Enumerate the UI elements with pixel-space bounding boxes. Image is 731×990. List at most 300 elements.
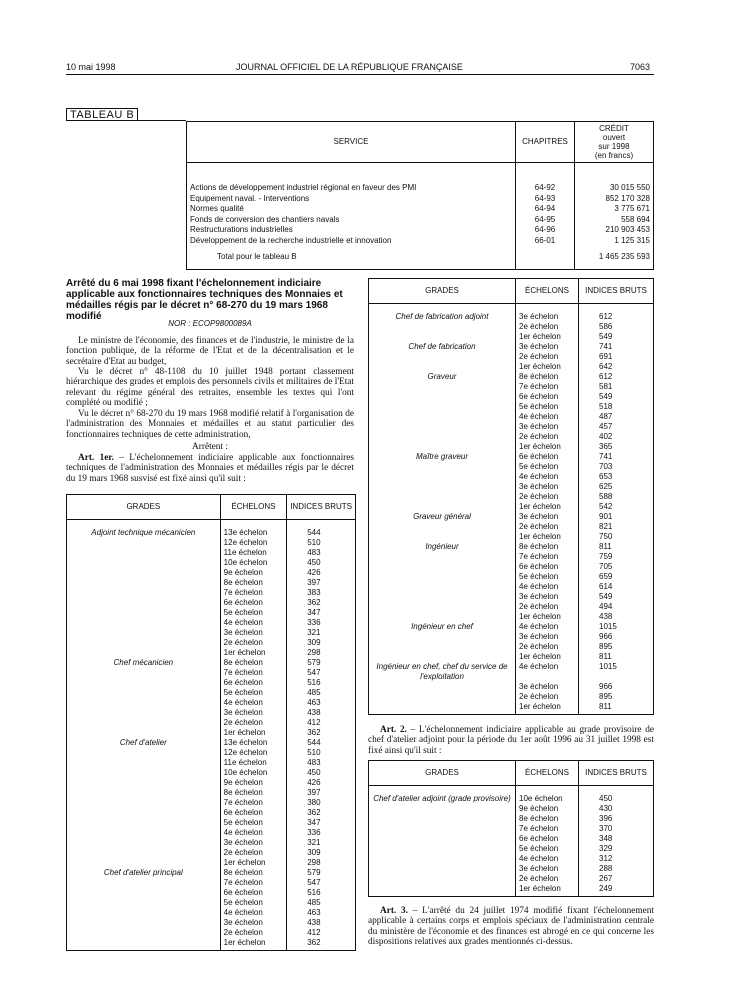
grade-row [67,598,356,608]
arretent: Arrêtent : [192,442,228,452]
echelon-cell: 10e échelon [220,558,287,568]
echelon-cell: 7e échelon [516,382,579,392]
grade-row [369,472,654,482]
indice-cell: 267 [599,874,613,883]
echelon-cell: 7e échelon [220,798,287,808]
grade-row [67,808,356,818]
echelon-cell: 2e échelon [516,602,579,612]
echelon-cell: 11e échelon [220,758,287,768]
grade-row [369,304,654,323]
grade-name-empty [369,362,516,372]
grade-row [369,492,654,502]
grade-name-empty [67,748,221,758]
echelon-cell: 2e échelon [220,638,287,648]
grade-row [67,918,356,928]
indice-cell: 249 [599,884,613,893]
indice-cell: 365 [599,442,613,451]
echelon-cell: 8e échelon [220,788,287,798]
echelon-cell: 8e échelon [220,658,287,668]
echelon-cell: 4e échelon [516,472,579,482]
indice-cell: 1015 [599,662,617,671]
grade-row [67,520,356,539]
grade-name-empty [369,522,516,532]
grade-row [369,422,654,432]
grade-name-empty [67,708,221,718]
article-2-text: – L'échelonnement indiciaire applicable au grade provisoire de chef d'atelier adjoint pour la période du 1er août 1996 au 31 juillet 1998 est fixé ainsi qu'il suit : [368,725,654,756]
indice-cell: 463 [307,698,321,707]
echelon-cell: 12e échelon [220,748,287,758]
indice-cell: 614 [599,582,613,591]
echelon-cell: 4e échelon [516,412,579,422]
col-indices-bruts: INDICES BRUTS [287,495,356,520]
grade-name-empty [369,442,516,452]
grade-row [67,748,356,758]
grade-row [67,648,356,658]
credit-cell: 558 694 [621,214,650,224]
indice-cell: 426 [307,778,321,787]
grade-row [67,568,356,578]
col-echelons: ÉCHELONS [516,279,579,304]
grade-name-empty [369,854,516,864]
grade-name-empty [67,848,221,858]
grade-name-empty [369,532,516,542]
grade-name-empty [67,638,221,648]
col-credit-line: CRÉDIT [599,124,629,133]
indice-cell: 329 [599,844,613,853]
echelon-cell: 8e échelon [516,542,579,552]
echelon-cell: 6e échelon [220,888,287,898]
indice-cell: 549 [599,592,613,601]
grade-name-empty [67,558,221,568]
grade-row [67,788,356,798]
grade-row [369,592,654,602]
grade-name-empty [67,648,221,658]
col-echelons: ÉCHELONS [220,495,287,520]
indice-cell: 347 [307,608,321,617]
grade-name-empty [67,898,221,908]
grade-name-empty [369,322,516,332]
echelon-cell: 4e échelon [516,622,579,632]
paragraph-vu-1968: Vu le décret n° 68-270 du 19 mars 1968 modifié relatif à l'organisation de l'administration des Monnaies et médailles et au statut particulier des fonctionnaires techniques de cette administration, [66,409,354,440]
indice-cell: 703 [599,462,613,471]
echelon-cell: 3e échelon [220,628,287,638]
grade-name-empty [369,422,516,432]
credit-cell: 1 125 315 [614,235,650,245]
echelon-cell: 2e échelon [516,642,579,652]
tableau-b-row [187,183,654,194]
indice-cell: 966 [599,682,613,691]
grade-name-empty [369,814,516,824]
echelon-cell: 1er échelon [516,702,579,712]
echelon-cell: 6e échelon [516,452,579,462]
grade-name-empty [369,592,516,602]
grade-name-empty [369,382,516,392]
grade-row [67,658,356,668]
indice-cell: 741 [599,342,613,351]
grade-row [369,382,654,392]
indice-cell: 518 [599,402,613,411]
echelon-cell: 1er échelon [516,362,579,372]
grade-name-empty [67,928,221,938]
indice-cell: 581 [599,382,613,391]
indice-cell: 457 [599,422,613,431]
indice-cell: 494 [599,602,613,611]
indice-cell: 336 [307,828,321,837]
indice-cell: 811 [599,702,612,711]
grade-name-empty [369,412,516,422]
grade-name-empty [67,598,221,608]
indice-cell: 396 [599,814,613,823]
total-label: Total pour le tableau B [187,246,516,269]
grade-name-empty [67,768,221,778]
grade-name-empty [369,402,516,412]
grade-name-empty [67,538,221,548]
indice-cell: 811 [599,542,612,551]
indice-cell: 544 [307,738,321,747]
indice-cell: 625 [599,482,613,491]
grade-row [369,692,654,702]
echelon-cell: 9e échelon [220,568,287,578]
echelon-cell: 1er échelon [220,858,287,868]
echelon-cell: 3e échelon [516,422,579,432]
echelon-cell: 5e échelon [516,402,579,412]
grade-row [67,638,356,648]
indice-cell: 397 [307,578,321,587]
grade-row [369,442,654,452]
indice-cell: 362 [307,938,321,947]
grade-row [67,608,356,618]
chapitre-cell: 64-93 [516,194,575,205]
header-journal: JOURNAL OFFICIEL DE LA RÉPUBLIQUE FRANÇAISE [236,62,463,72]
indice-cell: 895 [599,692,613,701]
grade-name: Ingénieur [369,542,516,552]
grade-name-empty [369,352,516,362]
echelon-cell: 8e échelon [220,578,287,588]
grade-row [369,562,654,572]
indice-cell: 750 [599,532,613,541]
grade-name-empty [369,884,516,894]
indice-cell: 450 [307,768,321,777]
grade-name: Maître graveur [369,452,516,462]
grade-name-empty [369,682,516,692]
echelon-cell: 5e échelon [220,818,287,828]
col-chapitres: CHAPITRES [516,122,575,163]
echelon-cell: 1er échelon [516,442,579,452]
grade-row [369,854,654,864]
tableau-b-row [187,204,654,215]
indice-cell: 380 [307,798,321,807]
echelon-cell: 3e échelon [516,682,579,692]
echelon-cell: 10e échelon [220,768,287,778]
indice-cell: 549 [599,332,613,341]
grade-row [67,778,356,788]
grade-row [67,678,356,688]
grade-name: Chef mécanicien [67,658,221,668]
service-cell: Développement de la recherche industrielle et innovation [187,236,516,247]
grade-row [67,578,356,588]
col-grades: GRADES [369,279,516,304]
col-credit-line: ouvert [602,133,626,142]
echelon-cell: 1er échelon [220,728,287,738]
grade-row [369,322,654,332]
grade-row [369,532,654,542]
chapitre-cell: 64-92 [516,183,575,194]
grade-name-empty [67,668,221,678]
echelon-cell: 7e échelon [220,588,287,598]
indice-cell: 402 [599,432,613,441]
echelon-cell: 3e échelon [516,864,579,874]
grade-name: Chef d'atelier adjoint (grade provisoire) [369,786,516,805]
indice-cell: 759 [599,552,613,561]
grade-name-empty [369,562,516,572]
echelon-cell: 4e échelon [220,698,287,708]
grade-row [369,864,654,874]
indice-cell: 895 [599,642,613,651]
grades-table-art2 [368,760,654,897]
grade-name-empty [67,568,221,578]
chapitre-cell: 64-95 [516,215,575,226]
echelon-cell: 3e échelon [516,632,579,642]
grade-name-empty [369,432,516,442]
echelon-cell: 2e échelon [220,848,287,858]
col-grades: GRADES [369,761,516,786]
article-3-text: – L'arrêté du 24 juillet 1974 modifié fixant l'échelonnement applicable à certains corps et emplois spéciaux de l'administration centrale du ministère de l'économie et des finances est abrogé en ce qui concerne les dispositions relatives aux grades mentionnés ci-dessus. [368,906,654,947]
grade-row [369,402,654,412]
indice-cell: 412 [307,928,321,937]
indice-cell: 309 [307,638,321,647]
grade-row [67,588,356,598]
indice-cell: 612 [599,372,613,381]
indice-cell: 510 [307,748,321,757]
indice-cell: 487 [599,412,613,421]
echelon-cell: 6e échelon [220,808,287,818]
indice-cell: 811 [599,652,612,661]
grade-name-empty [67,728,221,738]
indice-cell: 659 [599,572,613,581]
grade-name-empty [67,548,221,558]
echelon-cell: 13e échelon [220,738,287,748]
chapitre-cell: 64-96 [516,225,575,236]
chapitre-cell: 66-01 [516,236,575,247]
grade-row [369,632,654,642]
total-value: 1 465 235 593 [598,252,650,261]
indice-cell: 370 [599,824,613,833]
echelon-cell: 5e échelon [220,688,287,698]
grade-name: Chef d'atelier principal [67,868,221,878]
total-chapitre-cell [516,246,575,269]
echelon-cell: 2e échelon [220,718,287,728]
grade-name-empty [369,552,516,562]
indice-cell: 430 [599,804,613,813]
echelon-cell: 8e échelon [516,814,579,824]
grade-name-empty [369,824,516,834]
paragraph-ministres: Le ministre de l'économie, des finances et de l'industrie, le ministre de la fonction publique, de la réforme de l'Etat et de la décentralisation et le secrétaire d'Etat au budget, [66,336,354,367]
echelon-cell: 1er échelon [516,884,579,894]
indice-cell: 741 [599,452,613,461]
indice-cell: 362 [307,598,321,607]
grade-row [369,582,654,592]
indice-cell: 1015 [599,622,617,631]
grade-name-empty [369,874,516,884]
grade-row [67,618,356,628]
grade-name-empty [67,758,221,768]
tableau-b-label: TABLEAU B [66,108,138,121]
grade-name-empty [369,482,516,492]
indice-cell: 312 [599,854,613,863]
grade-name: Chef d'atelier [67,738,221,748]
grade-name-empty [369,492,516,502]
grade-row [369,412,654,422]
indice-cell: 288 [599,864,613,873]
grade-row [67,908,356,918]
echelon-cell: 1er échelon [516,652,579,662]
col-echelons: ÉCHELONS [516,761,579,786]
grade-name: Chef de fabrication [369,342,516,352]
grades-table-art1-right [368,278,654,715]
indice-cell: 450 [307,558,321,567]
grade-name: Ingénieur en chef, chef du service de l'exploitation [369,662,516,682]
indice-cell: 485 [307,688,321,697]
grade-row [67,718,356,728]
tableau-b-row [187,236,654,247]
article-2-label: Art. 2. [380,725,407,735]
service-cell: Fonds de conversion des chantiers navals [187,215,516,226]
grade-name-empty [67,938,221,948]
grade-row [67,708,356,718]
echelon-cell: 3e échelon [220,708,287,718]
indice-cell: 691 [599,352,613,361]
indice-cell: 544 [307,528,321,537]
echelon-cell: 3e échelon [516,512,579,522]
echelon-cell: 5e échelon [516,844,579,854]
grade-row [67,688,356,698]
grade-name-empty [67,688,221,698]
header-page-number: 7063 [630,62,651,72]
echelon-cell: 8e échelon [516,372,579,382]
indice-cell: 397 [307,788,321,797]
echelon-cell: 2e échelon [516,522,579,532]
echelon-cell: 9e échelon [516,804,579,814]
grade-row [369,502,654,512]
echelon-cell: 7e échelon [516,552,579,562]
nor-reference: NOR : ECOP9800089A [168,319,252,328]
echelon-cell: 2e échelon [516,692,579,702]
tableau-b-row [187,225,654,236]
indice-cell: 642 [599,362,613,371]
service-cell: Actions de développement industriel régional en faveur des PMI [187,183,516,194]
grade-row [369,552,654,562]
grade-row [67,738,356,748]
col-indices-bruts: INDICES BRUTS [579,279,654,304]
grade-name-empty [67,818,221,828]
echelon-cell: 1er échelon [516,612,579,622]
grade-name-empty [369,844,516,854]
grade-name-empty [369,392,516,402]
echelon-cell: 2e échelon [516,352,579,362]
paragraph-vu-1948: Vu le décret n° 48-1108 du 10 juillet 1948 portant classement hiérarchique des grades et emplois des personnels civils et militaires de l'Etat relevant du régime général des retraites, ensemble les textes qui l'ont complété ou modifié ; [66,367,354,408]
grade-row [67,928,356,938]
indice-cell: 586 [599,322,613,331]
grade-name-empty [67,608,221,618]
echelon-cell: 3e échelon [516,482,579,492]
grade-row [67,848,356,858]
indice-cell: 579 [307,868,321,877]
echelon-cell: 7e échelon [220,878,287,888]
grade-row [369,602,654,612]
header-rule [66,74,654,75]
grade-row [67,548,356,558]
article-3-label: Art. 3. [380,906,408,916]
grade-row [67,698,356,708]
grade-name-empty [369,652,516,662]
indice-cell: 450 [599,794,613,803]
tableau-b-table [186,121,654,270]
echelon-cell: 3e échelon [516,342,579,352]
echelon-cell: 3e échelon [516,592,579,602]
grade-row [369,702,654,712]
echelon-cell: 2e échelon [516,322,579,332]
grade-name-empty [369,632,516,642]
grade-name-empty [67,698,221,708]
grade-row [67,818,356,828]
grade-row [369,622,654,632]
header-date: 10 mai 1998 [66,62,116,72]
tableau-b-row [187,194,654,205]
grade-row [369,814,654,824]
service-cell: Normes qualité [187,204,516,215]
chapitre-cell: 64-94 [516,204,575,215]
grades-table-art1-left [66,494,356,951]
echelon-cell: 1er échelon [516,502,579,512]
grade-name-empty [67,858,221,868]
indice-cell: 966 [599,632,613,641]
tableau-b-row [187,215,654,226]
grade-name-empty [369,612,516,622]
indice-cell: 485 [307,898,321,907]
indice-cell: 438 [307,918,321,927]
echelon-cell: 8e échelon [220,868,287,878]
grade-row [369,352,654,362]
grade-row [67,558,356,568]
indice-cell: 362 [307,808,321,817]
grade-name-empty [67,778,221,788]
indice-cell: 347 [307,818,321,827]
grade-name-empty [67,918,221,928]
indice-cell: 547 [307,668,321,677]
grade-row [67,798,356,808]
grade-name-empty [67,808,221,818]
grade-row [369,332,654,342]
echelon-cell: 2e échelon [220,928,287,938]
grade-name-empty [369,834,516,844]
grade-name-empty [369,502,516,512]
indice-cell: 483 [307,548,321,557]
grade-row [369,482,654,492]
grade-name: Adjoint technique mécanicien [67,520,221,539]
grade-name-empty [369,332,516,342]
col-credit-line: (en francs) [594,151,634,160]
grade-row [67,668,356,678]
echelon-cell: 1er échelon [516,532,579,542]
grade-row [67,728,356,738]
grade-row [369,392,654,402]
credit-cell: 3 775 671 [614,204,650,213]
echelon-cell: 12e échelon [220,538,287,548]
credit-cell: 210 903 453 [605,225,650,234]
grade-name: Ingénieur en chef [369,622,516,632]
grade-name-empty [369,864,516,874]
grade-row [369,512,654,522]
